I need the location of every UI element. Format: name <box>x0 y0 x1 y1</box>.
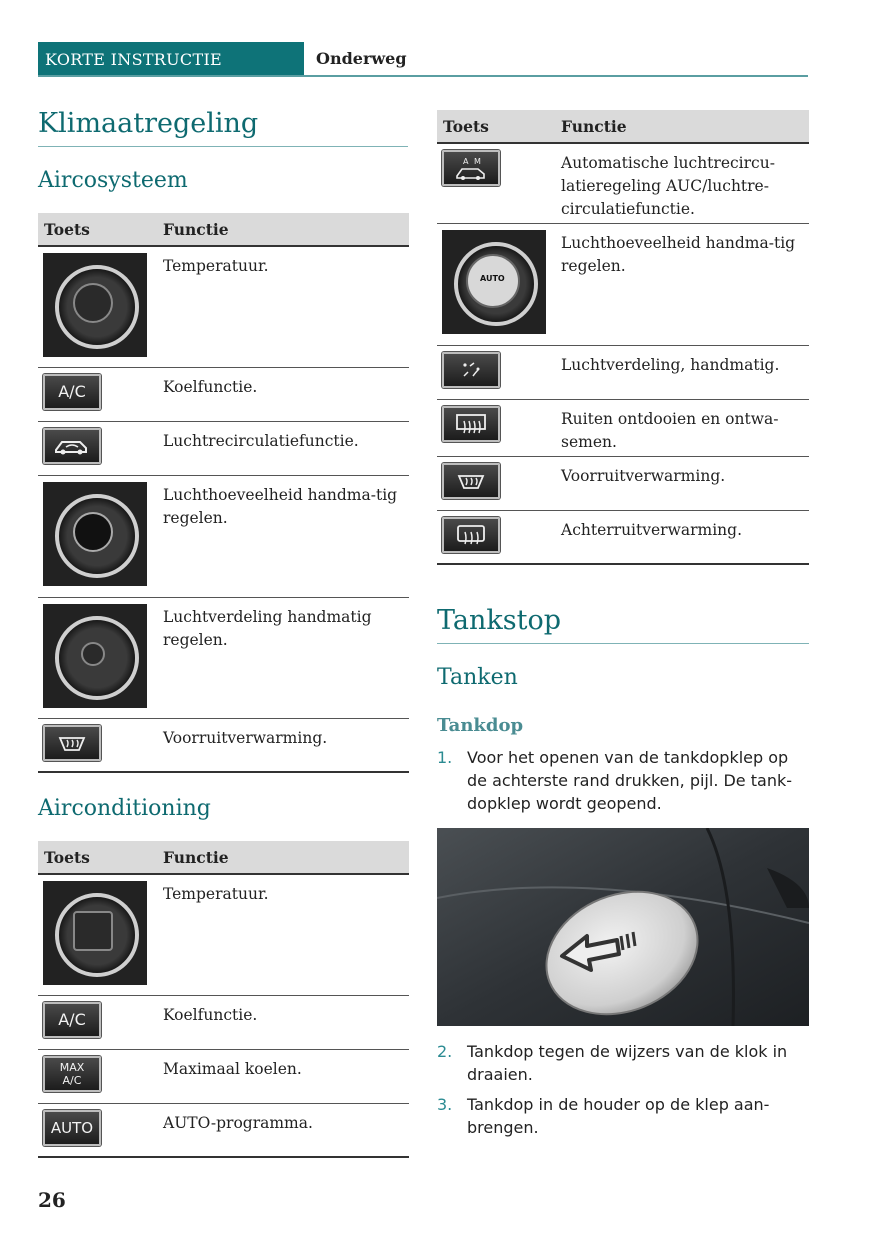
temperature-knob-icon <box>43 881 147 985</box>
function-text: Voorruitverwarming. <box>555 456 809 510</box>
fuel-flap-photo <box>437 828 809 1026</box>
step-2: 2. Tankdop tegen de wijzers van de klok in draaien. <box>437 1042 788 1084</box>
table-row <box>437 345 809 399</box>
airconditioning-heading: Airconditioning <box>38 796 211 821</box>
table-row <box>38 597 409 718</box>
ac-button: A/C <box>43 374 101 410</box>
tankstop-rule <box>437 643 809 644</box>
col-functie: Functie <box>157 841 409 874</box>
step-3: 3. Tankdop in de houder op de klep aan-brengen. <box>437 1095 770 1137</box>
table-row <box>437 510 809 564</box>
function-text: Automatische luchtrecircu-latieregeling AUC/luchtre-circulatiefunctie. <box>561 154 775 218</box>
page-number: 26 <box>38 1188 66 1212</box>
air-distribution-knob-icon <box>43 604 147 708</box>
table-row <box>437 399 809 456</box>
table-row <box>437 143 809 223</box>
svg-text:M: M <box>474 157 481 166</box>
function-text: Maximaal koelen. <box>157 1049 409 1103</box>
col-toets: Toets <box>437 110 555 143</box>
header-rule <box>38 75 808 77</box>
step-1: 1. Voor het openen van de tankdopklep op de achterste rand drukken, pijl. De tank-dopklep wordt geopend. <box>437 748 792 813</box>
col-functie: Functie <box>555 110 809 143</box>
aircosysteem-heading: Aircosysteem <box>38 168 188 193</box>
table-row <box>38 421 409 475</box>
table-row <box>38 367 409 421</box>
auto-fan-knob-icon: AUTO <box>442 230 546 334</box>
function-text: Achterruitverwarming. <box>555 510 809 564</box>
fan-knob-icon <box>43 482 147 586</box>
function-text: Luchthoeveelheid handma-tig regelen. <box>555 223 809 345</box>
col-functie: Functie <box>157 213 409 246</box>
aircosysteem-table <box>38 213 409 773</box>
temperature-knob-icon <box>43 253 147 357</box>
air-distribution-icon <box>442 352 500 388</box>
function-text: Ruiten ontdooien en ontwa-semen. <box>555 399 809 456</box>
table-row <box>38 246 409 367</box>
windshield-heat-icon <box>43 725 101 761</box>
table-row <box>437 223 809 345</box>
page-title: Klimaatregeling <box>38 108 259 139</box>
function-text: Koelfunctie. <box>157 367 409 421</box>
auto-button: AUTO <box>43 1110 101 1146</box>
function-text: Temperatuur. <box>163 885 269 903</box>
function-text: Luchtverdeling, handmatig. <box>555 345 809 399</box>
col-toets: Toets <box>38 213 157 246</box>
function-text: Luchtverdeling handmatig regelen. <box>157 597 409 718</box>
section-label: KORTE INSTRUCTIE <box>38 42 304 76</box>
function-text: Luchthoeveelheid handma-tig regelen. <box>157 475 409 597</box>
recirculation-icon <box>43 428 101 464</box>
table-row <box>38 995 409 1049</box>
title-rule <box>38 146 408 147</box>
tankstop-title: Tankstop <box>437 605 562 636</box>
rear-window-heat-icon <box>442 517 500 553</box>
table-row <box>38 1049 409 1103</box>
tankdop-subheading: Tankdop <box>437 715 524 736</box>
table-row <box>38 1103 409 1157</box>
subsection-label: Onderweg <box>316 49 407 68</box>
table-row <box>38 718 409 772</box>
table-row <box>437 456 809 510</box>
svg-text:A: A <box>463 157 469 166</box>
ac-button: A/C <box>43 1002 101 1038</box>
defrost-icon <box>442 406 500 442</box>
right-table <box>437 110 809 565</box>
airconditioning-table <box>38 841 409 1158</box>
col-toets: Toets <box>38 841 157 874</box>
table-row <box>38 475 409 597</box>
tanken-heading: Tanken <box>437 665 518 690</box>
function-text: Koelfunctie. <box>157 995 409 1049</box>
windshield-heat-icon <box>442 463 500 499</box>
table-row <box>38 874 409 995</box>
function-text: Voorruitverwarming. <box>157 718 409 772</box>
max-ac-button: MAX A/C <box>43 1056 101 1092</box>
function-text: Luchtrecirculatiefunctie. <box>157 421 409 475</box>
function-text: AUTO-programma. <box>157 1103 409 1157</box>
auc-icon <box>442 150 500 186</box>
function-text: Temperatuur. <box>163 257 269 275</box>
